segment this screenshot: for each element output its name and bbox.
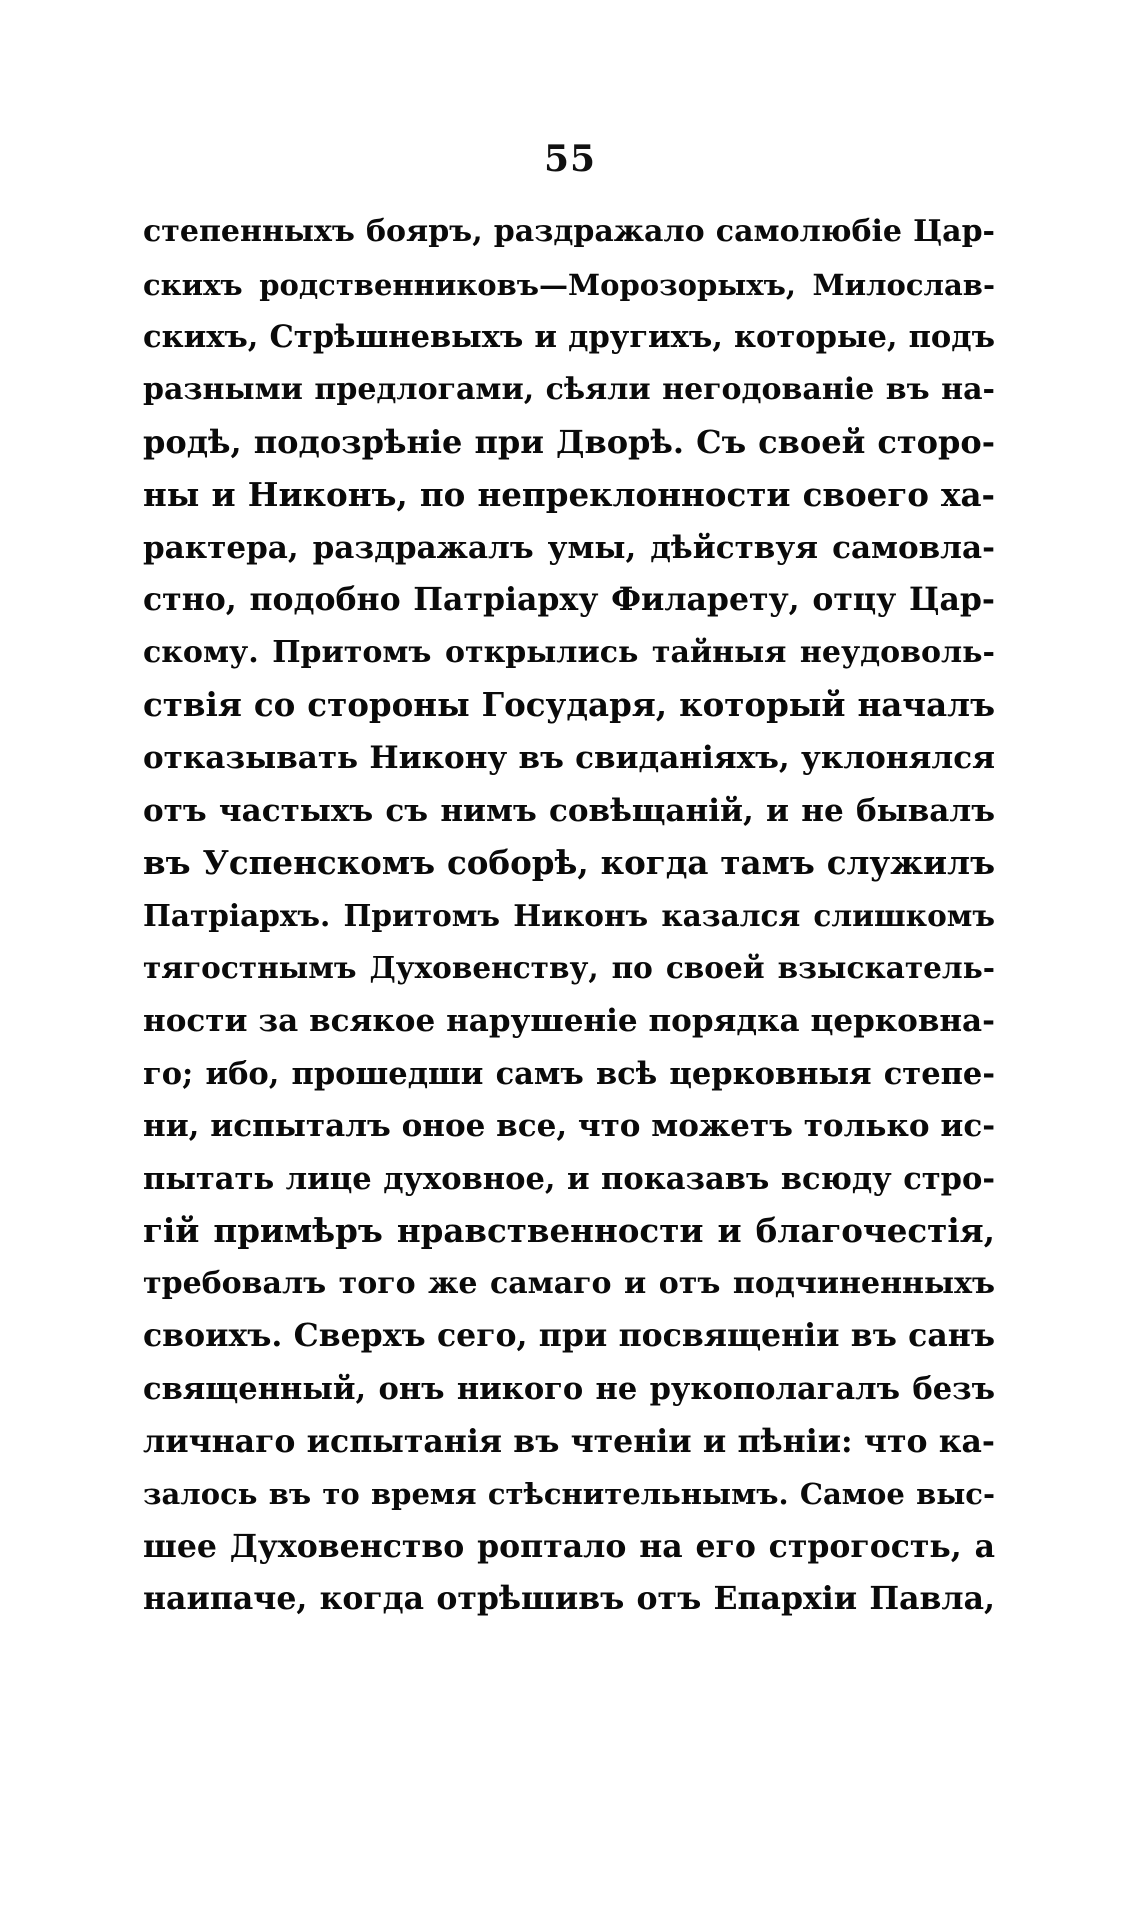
text-line: ни, испыталъ оное все, что можетъ только ис- bbox=[143, 1108, 995, 1145]
text-line: степенныхъ бояръ, раздражало самолюбіе Цар- bbox=[143, 214, 995, 249]
text-line: го; ибо, прошедши самъ всѣ церковныя степе- bbox=[143, 1055, 995, 1092]
text-line: ны и Никонъ, по непреклонности своего ха- bbox=[143, 474, 995, 514]
text-line: отъ частыхъ съ нимъ совѣщаній, и не бывалъ bbox=[143, 792, 995, 829]
text-line: Патріархъ. Притомъ Никонъ казался слишкомъ bbox=[143, 897, 995, 933]
text-line: родѣ, подозрѣніе при Дворѣ. Съ своей сторо- bbox=[143, 423, 995, 462]
text-line: наипаче, когда отрѣшивъ отъ Епархіи Павла, bbox=[143, 1580, 995, 1618]
page-number: 55 bbox=[543, 138, 597, 180]
text-line: скому. Притомъ открылись тайныя неудоволь- bbox=[143, 634, 995, 670]
body-text bbox=[143, 206, 995, 1626]
text-line: скихъ родственниковъ—Морозорыхъ, Милослав- bbox=[143, 267, 995, 302]
text-line: скихъ, Стрѣшневыхъ и другихъ, которые, подъ bbox=[143, 319, 995, 356]
text-line: личнаго испытанія въ чтеніи и пѣніи: что ка- bbox=[143, 1422, 995, 1460]
text-line: рактера, раздражалъ умы, дѣйствуя самовла- bbox=[143, 529, 995, 566]
text-line: пытать лице духовное, и показавъ всюду стро- bbox=[143, 1160, 995, 1197]
text-line: разными предлогами, сѣяли негодованіе въ на- bbox=[143, 371, 995, 407]
text-line: отказывать Никону въ свиданіяхъ, уклонялся bbox=[143, 739, 995, 776]
text-line: въ Успенскомъ соборѣ, когда тамъ служилъ bbox=[143, 843, 995, 883]
text-line: залось въ то время стѣснительнымъ. Самое выс- bbox=[143, 1477, 995, 1512]
text-line: стно, подобно Патріарху Филарету, отцу Цар- bbox=[143, 581, 995, 619]
text-line: ствія со стороны Государя, который началъ bbox=[143, 685, 995, 725]
text-line: священный, онъ никого не рукополагалъ безъ bbox=[143, 1371, 995, 1408]
text-line: требовалъ того же самаго и отъ подчиненныхъ bbox=[143, 1265, 995, 1301]
text-line: своихъ. Сверхъ сего, при посвященіи въ санъ bbox=[143, 1317, 995, 1355]
text-line: тягостнымъ Духовенству, по своей взыскатель- bbox=[143, 950, 995, 986]
text-line: шее Духовенство роптало на его строгость, а bbox=[143, 1527, 995, 1565]
text-line: ности за всякое нарушеніе порядка церковна- bbox=[143, 1002, 995, 1039]
text-line: гій примѣръ нравственности и благочестія, bbox=[143, 1211, 995, 1251]
